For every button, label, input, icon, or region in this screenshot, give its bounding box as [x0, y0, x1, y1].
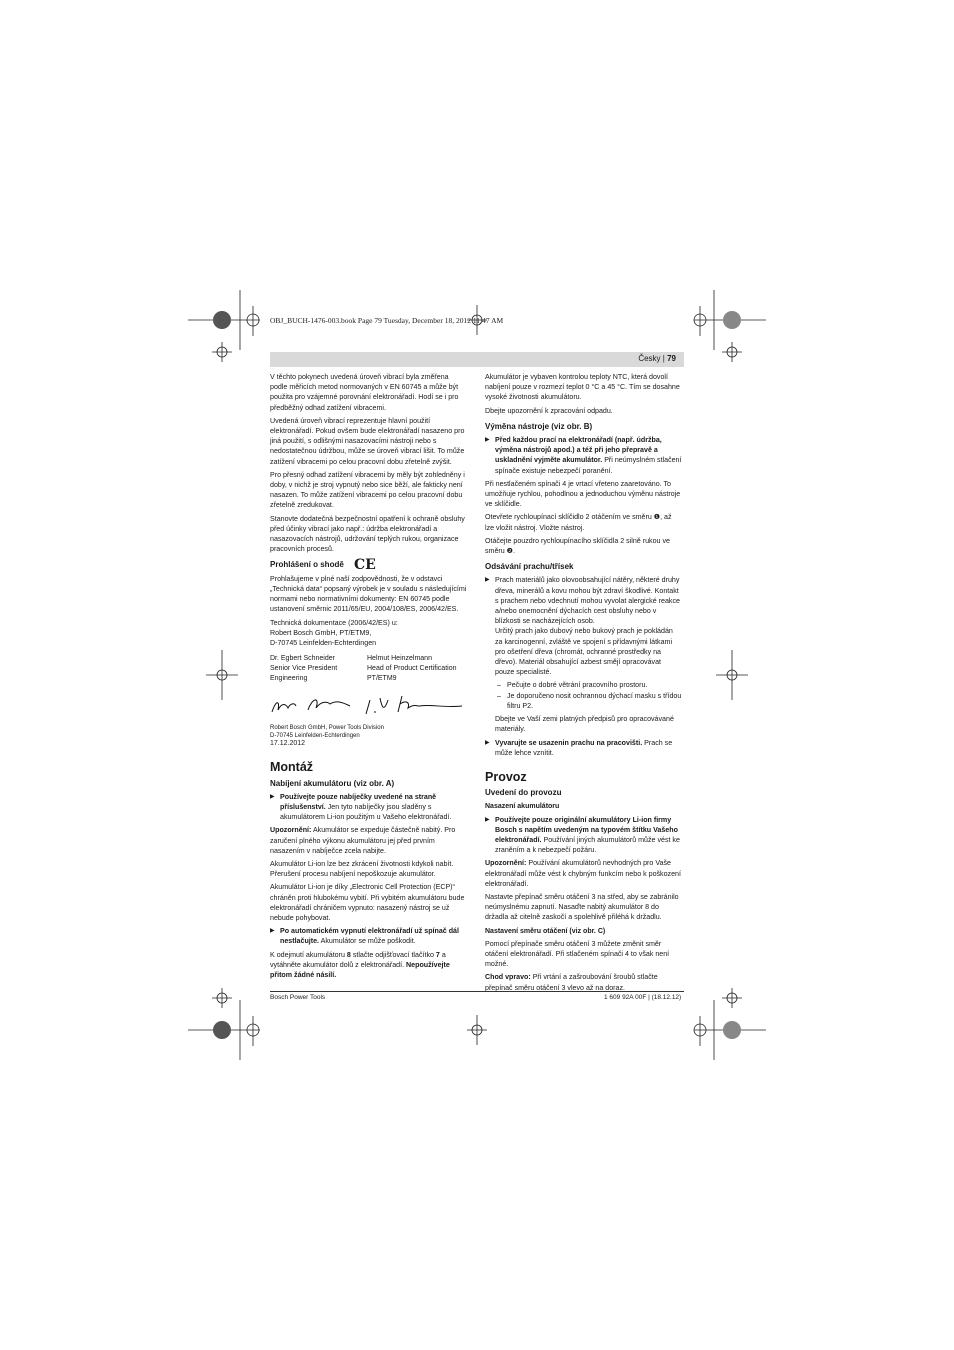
sig1-name: Dr. Egbert Schneider	[270, 655, 335, 663]
page-label: Česky | 79	[638, 354, 676, 363]
direction-p2: Chod vpravo: Při vrtání a zašroubování šroubů stlačte přepínač směru otáčení 3 vlevo až na doraz.	[485, 973, 658, 992]
dust-dash-1: – Pečujte o dobré větrání pracovního prostoru.	[485, 680, 682, 690]
company-block: Robert Bosch GmbH, Power Tools Division D-70745 Leinfelden-Echterdingen 17.12.2012	[270, 725, 384, 748]
direction-p: Pomocí přepínače směru otáčení 3 můžete změnit směr otáčení elektronářadí. Při stlačeném spínači 4 to však není možné.	[485, 939, 670, 969]
tool-change-p1: Při nestlačeném spínači 4 je vrtací vřeteno zaaretováno. To umožňuje rychlou, pohodlnou a jednoduchou výměnu nástroje ve sklíčidle.	[485, 479, 681, 509]
sig2-name: Helmut Heinzelmann	[367, 655, 432, 663]
dust-bullet-1: ▶ Prach materiálů jako olovoobsahující nátěry, některé druhy dřeva, minerálů a kovu mohou být zdraví škodlivé. Kontakt s prachem nebo vdechnutí mohou vyvolat alergické reakce a/nebo onemocnění dýchacích cest obsluhy nebo v blízkosti se nacházejících osob.	[485, 575, 682, 626]
signatories	[270, 654, 467, 684]
vibration-p2: Uvedená úroveň vibrací reprezentuje hlavní použití elektronářadí. Pokud ovšem bude elektronářadí nasazeno pro jiná použití, s odlišnými nasazovacími nástroji nebo s nedostatečnou údržbou, může se úroveň vibrací lišit. To může zatížení vibracemi po celou pracovní dobu zřetelně zvýšit.	[270, 416, 465, 466]
running-header	[270, 352, 684, 367]
dust-dash-2: – Je doporučeno nosit ochrannou dýchací masku s třídou filtru P2.	[485, 691, 682, 711]
battery-p: Nastavte přepínač směru otáčení 3 na střed, aby se zabránilo neúmyslnému zapnutí. Nasaďte nabitý akumulátor 8 do držadla až citelně zaskočí a spolehlivě přiléhá k držadlu.	[485, 892, 679, 922]
charging-bullet-2: ▶ Po automatickém vypnutí elektronářadí už spínač dál nestlačujte. Akumulátor se může poškodit.	[270, 926, 467, 946]
tool-change-heading: Výměna nástroje (viz obr. B)	[485, 421, 593, 431]
section-provoz: Provoz	[485, 769, 527, 784]
sig2-title: Head of Product Certification	[367, 665, 457, 673]
tool-change-bullet: ▶ Před každou prací na elektronářadí (např. údržba, výměna nástrojů apod.) a též při jeho přepravě a uskladnění vyjměte akumulátor. Při neúmyslném stlačení spínače existuje nebezpečí poranění.	[485, 435, 682, 476]
declaration-heading: Prohlášení o shodě CE	[270, 557, 376, 574]
startup-heading: Uvedení do provozu	[485, 788, 562, 798]
section-montaz: Montáž	[270, 760, 314, 775]
sig1-dept: Engineering	[270, 675, 308, 683]
disposal-p: Dbejte upozornění k zpracování odpadu.	[485, 406, 613, 415]
charging-p3: Akumulátor Li-ion je díky „Electronic Cell Protection (ECP)“ chráněn proti hlubokému vybití. Při vybitém akumulátoru bude elektronářadí chráničem vypnuto: nasazený nástroj se už nebude pohybovat.	[270, 883, 465, 922]
charging-note: Upozornění: Akumulátor se expeduje částečně nabitý. Pro zaručení plného výkonu akumulátoru jej před prvním nasazením v nabíječce zcela nabijte.	[270, 826, 456, 855]
vibration-p3: Pro přesný odhad zatížení vibracemi by měly být zohledněny i doby, v nichž je stroj vypnutý nebo sice běží, ale fakticky není nasazen. To může zatížení vibracemi po celou pracovní dobu zřetelně zredukovat.	[270, 470, 465, 510]
tech-doc: Technická dokumentace (2006/42/ES) u: Robert Bosch GmbH, PT/ETM9, D-70745 Leinfelden-Echterdingen	[270, 618, 398, 648]
battery-bullet: ▶ Používejte pouze originální akumulátory Li-ion firmy Bosch s napětím uvedeným na typovém štítku Vašeho elektronářadí. Používání jiných akumulátorů může vést ke zraněním a k nebezpečí požáru.	[485, 815, 682, 856]
book-line: OBJ_BUCH-1476-003.book Page 79 Tuesday, December 18, 2012 11:47 AM	[270, 316, 504, 325]
declaration-text: Prohlašujeme v plné naší zodpovědnosti, že v odstavci „Technická data“ popsaný výrobek je v souladu s následujícími normami nebo normativními dokumenty: EN 60745 podle ustanovení směrnic 2011/65/EU, 2004/108/ES, 2006/42/ES.	[270, 574, 467, 614]
vibration-p1: V těchto pokynech uvedená úroveň vibrací byla změřena podle měřicích metod normovaných v EN 60745 a může být použita pro vzájemné porovnání elektronářadí. Hodí se i pro předběžný odhad zatížení vibracemi.	[270, 373, 459, 412]
sig1-title: Senior Vice President	[270, 665, 338, 673]
dust-bullet-2: ▶ Vyvarujte se usazenin prachu na pracovišti. Prach se může lehce vznítit.	[485, 738, 682, 758]
dust-heading: Odsávání prachu/třísek	[485, 562, 574, 572]
footer-right: 1 609 92A 00F | (18.12.12)	[604, 994, 682, 1001]
battery-note: Upozornění: Používání akumulátorů nevhodných pro Vaše elektronářadí může vést k chybným funkcím nebo k poškození elektronářadí.	[485, 859, 681, 888]
sig2-dept: PT/ETM9	[367, 675, 397, 683]
tool-change-p2: Otevřete rychloupínací sklíčidlo 2 otáčením ve směru ❶, až lze vložit nástroj. Vložte nástroj.	[485, 513, 672, 532]
ntc-p: Akumulátor je vybaven kontrolou teploty NTC, která dovolí nabíjení pouze v rozmezí teplot 0 °C a 45 °C. Tím se dosahne vysoké životnosti akumulátoru.	[485, 373, 680, 402]
dust-bullet-1b: Určitý prach jako dubový nebo bukový prach je pokládán za karcinogenní, zvláště ve spojení s přídavnými látkami pro ošetření dřeva (chromát, ochranné prostředky na dřevo). Materiál obsahující azbest smějí opracovávat pouze specialisté.	[495, 627, 673, 677]
vibration-p4: Stanovte dodatečná bezpečnostní opatření k ochraně obsluhy před účinky vibrací jako např.: údržba elektronářadí a nasazovacích nástrojů, udržování teplých rukou, organizace pracovních procesů.	[270, 514, 465, 554]
charging-p4: K odejmutí akumulátoru 8 stlačte odjišťovací tlačítko 7 a vytáhněte akumulátor dolů z elektronářadí. Nepoužívejte přitom žádné násilí.	[270, 950, 450, 979]
ce-mark-icon: CE	[354, 557, 376, 574]
battery-insert-heading: Nasazení akumulátoru	[485, 803, 560, 811]
direction-heading: Nastavení směru otáčení (viz obr. C)	[485, 927, 606, 935]
left-column	[270, 372, 467, 983]
charging-heading: Nabíjení akumulátoru (viz obr. A)	[270, 778, 395, 788]
charging-bullet-1: ▶ Používejte pouze nabíječky uvedené na straně příslušenství. Jen tyto nabíječky jsou sladěny s akumulátorem Li-ion použitým u Vašeho elektronářadí.	[270, 792, 467, 823]
dust-p: Dbejte ve Vaší zemi platných předpisů pro opracovávané materiály.	[495, 715, 674, 734]
charging-p2: Akumulátor Li-ion lze bez zkrácení životnosti kdykoli nabít. Přerušení procesu nabíjení nepoškozuje akumulátor.	[270, 859, 454, 879]
footer-rule	[270, 991, 684, 992]
right-column	[485, 372, 682, 996]
signatures-image	[270, 690, 467, 720]
footer-left: Bosch Power Tools	[270, 994, 326, 1001]
tool-change-p3: Otáčejte pouzdro rychloupínacího sklíčidla 2 silně rukou ve směru ❷.	[485, 536, 670, 556]
